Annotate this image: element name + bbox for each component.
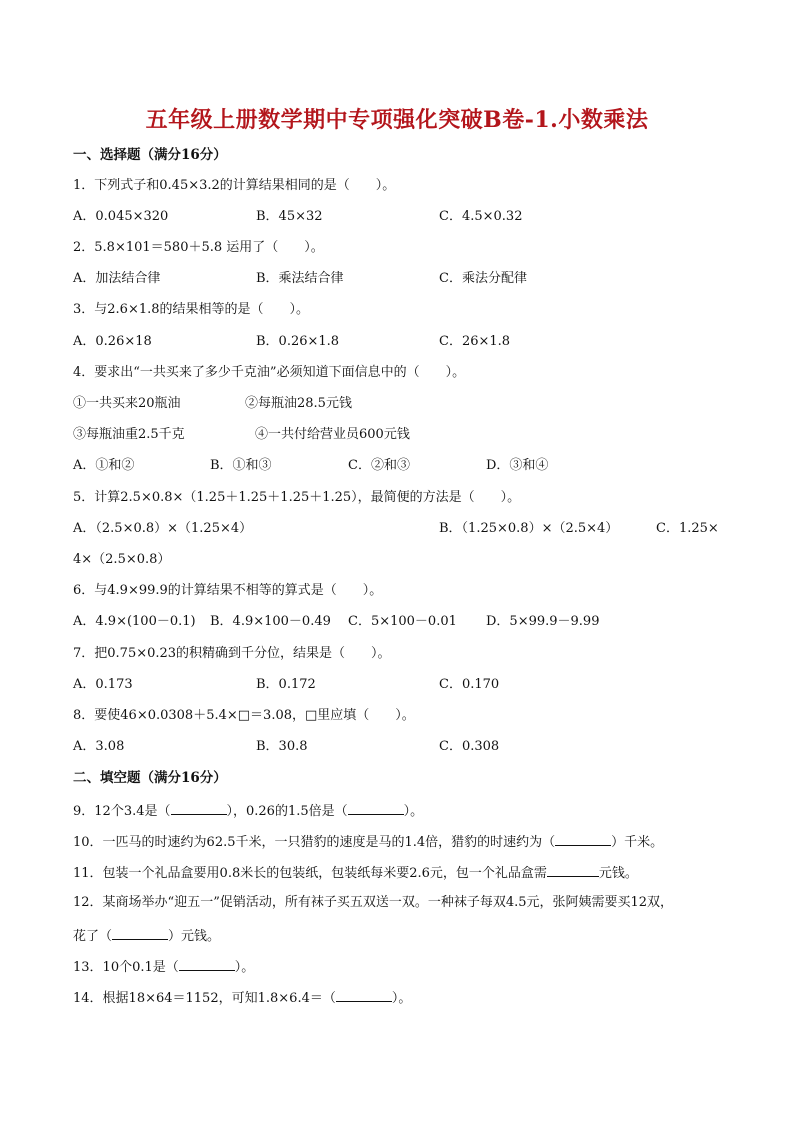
question-6-option-a: A．4.9×(100－0.1) xyxy=(73,614,196,629)
answer-blank[interactable] xyxy=(179,957,235,971)
question-2-option-a: A．加法结合律 xyxy=(73,271,161,286)
question-11-part-2: 元钱。 xyxy=(598,866,638,881)
question-8-option-c: C．0.308 xyxy=(439,739,500,754)
question-3-option-c: C．26×1.8 xyxy=(439,334,511,349)
question-14-part-1: 14．根据18×64＝1152，可知1.8×6.4＝（ xyxy=(73,991,336,1006)
question-2-option-b: B．乘法结合律 xyxy=(256,271,344,286)
question-2-option-c: C．乘法分配律 xyxy=(439,271,527,286)
question-3-option-a: A．0.26×18 xyxy=(73,334,152,349)
question-12-part-1: 花了（ xyxy=(73,929,113,944)
answer-blank[interactable] xyxy=(555,832,611,846)
question-1-option-c: C．4.5×0.32 xyxy=(439,209,523,224)
question-7-option-c: C．0.170 xyxy=(439,677,500,692)
question-12-part-2: ）元钱。 xyxy=(168,929,221,944)
question-6-stem: 6．与4.9×99.9的计算结果不相等的算式是（ ）。 xyxy=(73,583,383,598)
section-heading-choice: 一、选择题（满分16分） xyxy=(73,147,227,163)
question-1-option-a: A．0.045×320 xyxy=(73,209,169,224)
question-4-info-2: ②每瓶油28.5元钱 xyxy=(245,396,352,411)
question-10-part-2: ）千米。 xyxy=(611,835,664,850)
question-5-option-a: A．（2.5×0.8）×（1.25×4） xyxy=(73,521,253,536)
question-5-option-c-continued: 4×（2.5×0.8） xyxy=(73,552,171,567)
question-4-info-1: ①一共买来20瓶油 xyxy=(73,396,181,411)
page-title: 五年级上册数学期中专项强化突破B卷-1.小数乘法 xyxy=(145,107,649,133)
question-9-part-2: ），0.26的1.5倍是（ xyxy=(226,804,348,819)
question-4-stem: 4．要求出“一共买来了多少千克油”必须知道下面信息中的（ ）。 xyxy=(73,365,466,380)
question-9 xyxy=(73,801,423,821)
question-12-line-2 xyxy=(73,926,220,946)
question-14-part-2: ）。 xyxy=(391,991,412,1006)
question-2-stem: 2．5.8×101＝580＋5.8 运用了（ ）。 xyxy=(73,240,324,255)
question-1-stem: 1．下列式子和0.45×3.2的计算结果相同的是（ ）。 xyxy=(73,178,396,193)
question-7-stem: 7．把0.75×0.23的积精确到千分位，结果是（ ）。 xyxy=(73,646,391,661)
question-4-option-a: A．①和② xyxy=(73,458,135,473)
question-13 xyxy=(73,957,254,977)
question-12-line-1: 12．某商场举办“迎五一”促销活动，所有袜子买五双送一双。一种袜子每双4.5元，张阿姨需要买12双， xyxy=(73,895,674,910)
question-4-info-3: ③每瓶油重2.5千克 xyxy=(73,427,185,442)
question-14 xyxy=(73,988,411,1008)
question-7-option-b: B．0.172 xyxy=(256,677,316,692)
question-4-option-d: D．③和④ xyxy=(486,458,549,473)
question-5-option-b: B．（1.25×0.8）×（2.5×4） xyxy=(439,521,619,536)
question-7-option-a: A．0.173 xyxy=(73,677,133,692)
question-8-option-a: A．3.08 xyxy=(73,739,125,754)
question-3-option-b: B．0.26×1.8 xyxy=(256,334,340,349)
question-1-option-b: B．45×32 xyxy=(256,209,323,224)
question-5-stem: 5．计算2.5×0.8×（1.25＋1.25＋1.25＋1.25），最简便的方法是（ ）。 xyxy=(73,490,521,505)
question-8-stem: 8．要使46×0.0308＋5.4×□＝3.08，□里应填（ ）。 xyxy=(73,708,415,723)
question-10-part-1: 10．一匹马的时速约为62.5千米，一只猎豹的速度是马的1.4倍，猎豹的时速约为（ xyxy=(73,835,556,850)
answer-blank[interactable] xyxy=(171,801,227,815)
section-heading-fill-in: 二、填空题（满分16分） xyxy=(73,770,227,786)
question-13-part-1: 13．10个0.1是（ xyxy=(73,960,179,975)
question-11-part-1: 11．包装一个礼品盒要用0.8米长的包装纸，包装纸每米要2.6元，包一个礼品盒需 xyxy=(73,866,547,881)
question-3-stem: 3．与2.6×1.8的结果相等的是（ ）。 xyxy=(73,302,310,317)
answer-blank[interactable] xyxy=(336,988,392,1002)
question-9-part-3: ）。 xyxy=(403,804,424,819)
question-8-option-b: B．30.8 xyxy=(256,739,308,754)
question-5-option-c: C．1.25× xyxy=(656,521,719,536)
answer-blank[interactable] xyxy=(547,863,599,877)
question-6-option-c: C．5×100－0.01 xyxy=(348,614,457,629)
question-13-part-2: ）。 xyxy=(234,960,255,975)
answer-blank[interactable] xyxy=(348,801,404,815)
question-4-info-4: ④一共付给营业员600元钱 xyxy=(255,427,410,442)
question-4-option-c: C．②和③ xyxy=(348,458,410,473)
question-6-option-b: B．4.9×100－0.49 xyxy=(210,614,331,629)
question-11 xyxy=(73,863,638,883)
question-6-option-d: D．5×99.9－9.99 xyxy=(486,614,600,629)
question-9-part-1: 9．12个3.4是（ xyxy=(73,804,171,819)
question-10 xyxy=(73,832,663,852)
answer-blank[interactable] xyxy=(112,926,168,940)
question-4-option-b: B．①和③ xyxy=(210,458,272,473)
